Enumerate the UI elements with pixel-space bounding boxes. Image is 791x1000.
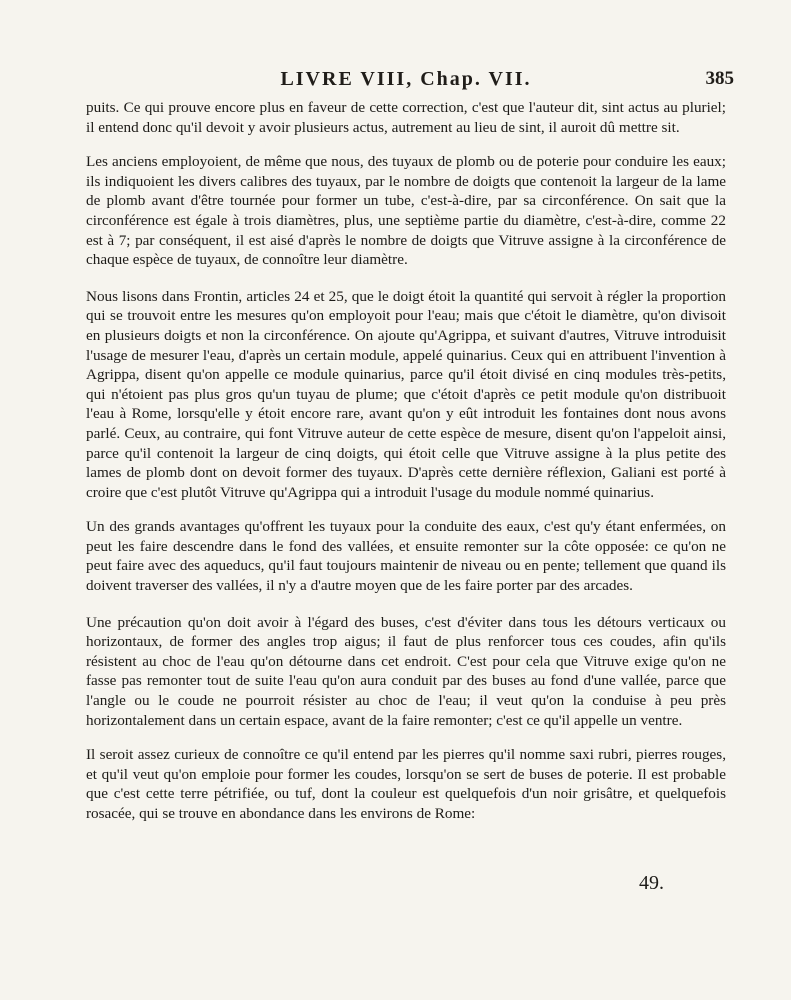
- paragraph-6: Il seroit assez curieux de connoître ce qu'il entend par les pierres qu'il nomme saxi rubri, pierres rouges, et qu'il veut qu'on emploie pour former les coudes, lorsqu'on se sert de buses de poterie. Il est probable que c'est cette terre pétrifiée, ou tuf, dont la couleur est quelquefois d'un noir grisâtre, et quelquefois rosacée, qui se trouve en abondance dans les environs de Rome:: [86, 746, 726, 822]
- signature-mark: 49.: [639, 872, 664, 894]
- paragraph-5: Une précaution qu'on doit avoir à l'égard des buses, c'est d'éviter dans tous les détours verticaux ou horizontaux, de former des angles trop aigus; il faut de plus renforcer tous ces coudes, afin qu'ils résistent au choc de l'eau qu'on détourne dans cet endroit. C'est pour cela que Vitruve exige qu'on ne fasse pas remonter tout de suite l'eau qu'on aura conduit par des buses au fond d'une vallée, parce que l'angle ou le coude ne pourroit résister au choc de l'eau; il veut qu'on la conduise à peu près horizontalement dans un certain espace, avant de la faire remonter; c'est ce qu'il appelle un ventre.: [86, 613, 726, 729]
- running-title: LIVRE VIII, Chap. VII.: [280, 68, 532, 90]
- paragraph-2: Les anciens employoient, de même que nous, des tuyaux de plomb ou de poterie pour conduire les eaux; ils indiquoient les divers calibres des tuyaux, par le nombre de doigts que contenoit la largeur de la lame de plomb avant d'être tournée pour former un tube, c'est-à-dire, par sa circonférence. On sait que la circonférence est égale à trois diamètres, plus, une septième partie du diamètre, c'est-à-dire, comme 22 est à 7; par conséquent, il est aisé d'après le nombre de doigts que Vitruve assigne à la circonférence de chaque espèce de tuyaux, de connoître leur diamètre.: [86, 153, 726, 269]
- paragraph-4: Un des grands avantages qu'offrent les tuyaux pour la conduite des eaux, c'est qu'y étant enfermées, on peut les faire descendre dans le fond des vallées, et ensuite remonter sur la côte opposée: ce qu'on ne peut faire avec des aqueducs, qu'il faut toujours maintenir de niveau ou en pente; tellement que quand ils doivent traverser des vallées, il n'y a d'autre moyen que de les faire porter par des arcades.: [86, 518, 726, 595]
- book-page: [86, 60, 734, 990]
- paragraph-3: Nous lisons dans Frontin, articles 24 et 25, que le doigt étoit la quantité qui servoit à régler la proportion qui se trouvoit entre les mesures qu'on employoit pour l'eau; mais que c'étoit le diamètre, qu'on divisoit en plusieurs doigts et non la circonférence. On ajoute qu'Agrippa, et suivant d'autres, Vitruve introduisit l'usage de mesurer l'eau, d'après un certain module, appelé quinarius. Ceux qui en attribuent l'invention à Agrippa, disent qu'on appelle ce module quinarius, parce qu'il étoit divisé en cinq modules très-petits, qui n'étoient pas plus gros qu'un tuyau de plume; que c'étoit d'après ce petit module qu'on distribuoit l'eau à Rome, lorsqu'elle y étoit encore rare, avant qu'on y eût introduit les fontaines dont nous avons parlé. Ceux, au contraire, qui font Vitruve auteur de cette espèce de mesure, disent qu'on l'appeloit ainsi, parce qu'il contenoit la largeur de cinq doigts, qui étoit celle que Vitruve assigne à la plus petite des lames de plomb dont on devoit former des tuyaux. D'après cette dernière réflexion, Galiani est porté à croire que c'est plutôt Vitruve qu'Agrippa qui a introduit l'usage du module nommé quinarius.: [86, 287, 726, 501]
- paragraph-1: puits. Ce qui prouve encore plus en faveur de cette correction, c'est que l'auteur dit, sint actus au pluriel; il entend donc qu'il devoit y avoir plusieurs actus, autrement au lieu de sint, il auroit dû mettre sit.: [86, 99, 726, 136]
- page-number: 385: [705, 68, 734, 89]
- running-header: [86, 60, 734, 98]
